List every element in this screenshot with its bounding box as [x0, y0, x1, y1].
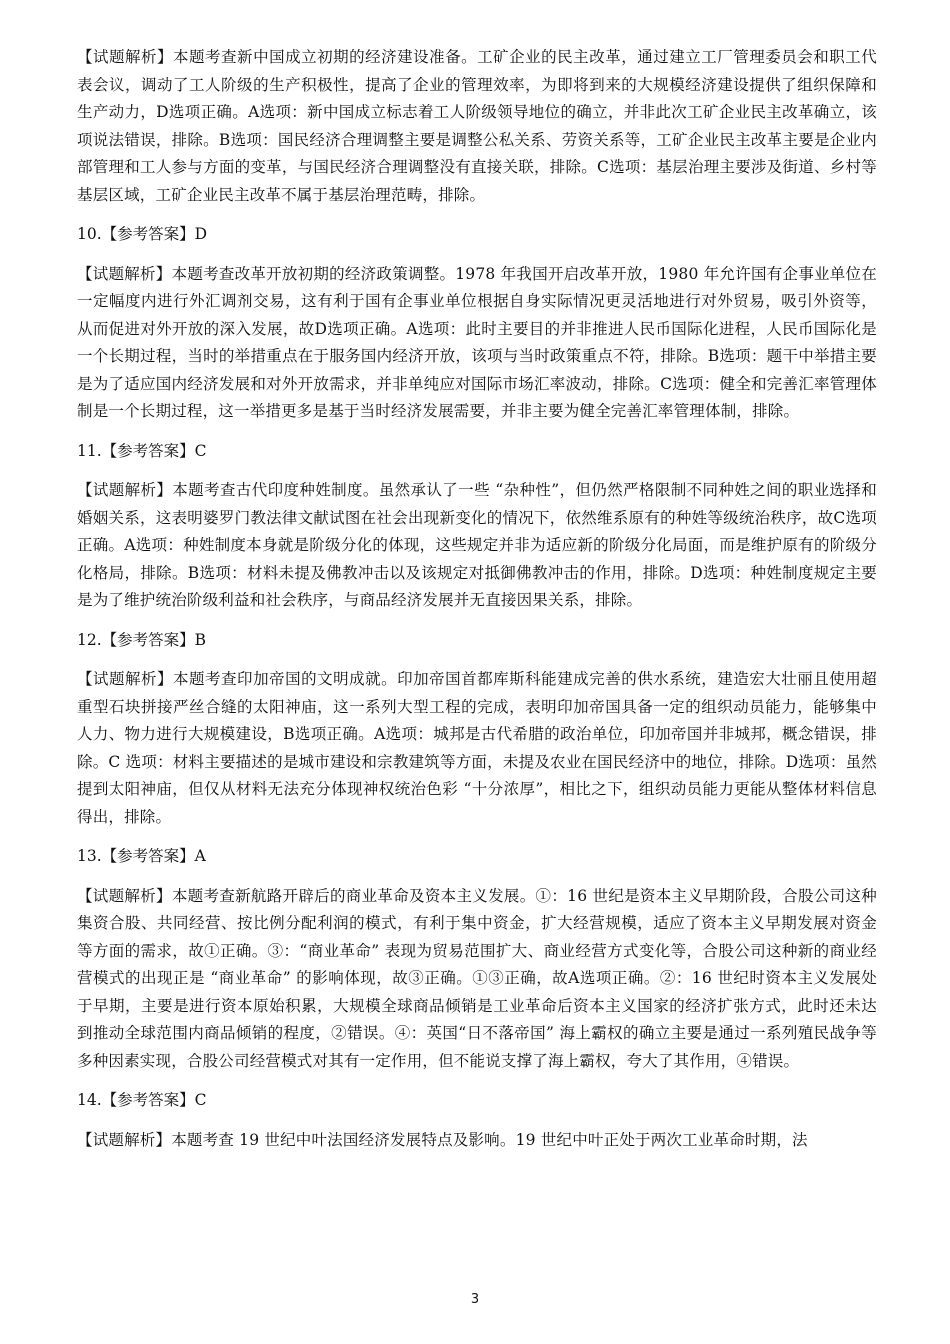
analysis-paragraph-12: 【试题解析】本题考查印加帝国的文明成就。印加帝国首都库斯科能建成完善的供水系统，建造宏大壮丽且使用超重型石块拼接严丝合缝的太阳神庙，这一系列大型工程的完成，表明印加帝国具备一定的组织动员能力，能够集中人力、物力进行大规模建设，B选项正确。A选项：城邦是古代希腊的政治单位，印加帝国并非城邦，概念错误，排除。C 选项：材料主要描述的是城市建设和宗教建筑等方面，未提及农业在国民经济中的地位，排除。D选项：虽然提到太阳神庙，但仅从材料无法充分体现神权统治色彩 “十分浓厚”，相比之下，组织动员能力更能从整体材料信息得出，排除。: [77, 670, 877, 826]
page-number: 3: [470, 1292, 480, 1307]
document-body: [77, 44, 877, 1154]
answer-heading-11: 11.【参考答案】C: [77, 441, 207, 460]
analysis-paragraph-13: 【试题解析】本题考查新航路开辟后的商业革命及资本主义发展。①：16 世纪是资本主义早期阶段，合股公司这种集资合股、共同经营、按比例分配利润的模式，有利于集中资金，扩大经营规模，适应了资本主义早期发展对资金等方面的需求，故①正确。③：“商业革命” 表现为贸易范围扩大、商业经营方式变化等，合股公司这种新的商业经营模式的出现正是 “商业革命” 的影响体现，故③正确。①③正确，故A选项正确。②：16 世纪时资本主义发展处于早期，主要是进行资本原始积累，大规模全球商品倾销是工业革命后资本主义国家的经济扩张方式，此时还未达到推动全球范围内商品倾销的程度，②错误。④：英国“日不落帝国” 海上霸权的确立主要是通过一系列殖民战争等多种因素实现，合股公司经营模式对其有一定作用，但不能说支撑了海上霸权，夸大了其作用，④错误。: [77, 886, 877, 1070]
analysis-paragraph-10: 【试题解析】本题考查改革开放初期的经济政策调整。1978 年我国开启改革开放，1980 年允许国有企事业单位在一定幅度内进行外汇调剂交易，这有利于国有企事业单位根据自身实际情况更灵活地进行对外贸易，吸引外资等，从而促进对外开放的深入发展，故D选项正确。A选项：此时主要目的并非推进人民币国际化进程，人民币国际化是一个长期过程，当时的举措重点在于服务国内经济开放，该项与当时政策重点不符，排除。B选项：题干中举措主要是为了适应国内经济发展和对外开放需求，并非单纯应对国际市场汇率波动，排除。C选项：健全和完善汇率管理体制是一个长期过程，这一举措更多是基于当时经济发展需要，并非主要为健全完善汇率管理体制，排除。: [77, 264, 877, 420]
answer-heading-10: 10.【参考答案】D: [77, 225, 208, 243]
analysis-paragraph-11: 【试题解析】本题考查古代印度种姓制度。虽然承认了一些 “杂种性”，但仍然严格限制不同种姓之间的职业选择和婚姻关系，这表明婆罗门教法律文献试图在社会出现新变化的情况下，依然维系原有的种姓等级统治秩序，故C选项正确。A选项：种姓制度本身就是阶级分化的体现，这些规定并非为适应新的阶级分化局面，而是维护原有的阶级分化格局，排除。B选项：材料未提及佛教冲击以及该规定对抵御佛教冲击的作用，排除。D选项：种姓制度规定主要是为了维护统治阶级利益和社会秩序，与商品经济发展并无直接因果关系，排除。: [77, 481, 877, 609]
analysis-paragraph-14: 【试题解析】本题考查 19 世纪中叶法国经济发展特点及影响。19 世纪中叶正处于两次工业革命时期，法: [77, 1130, 808, 1149]
answer-heading-13: 13.【参考答案】A: [77, 847, 206, 865]
analysis-paragraph-9: 【试题解析】本题考查新中国成立初期的经济建设准备。工矿企业的民主改革，通过建立工厂管理委员会和职工代表会议，调动了工人阶级的生产积极性，提高了企业的管理效率，为即将到来的大规模经济建设提供了组织保障和生产动力，D选项正确。A选项：新中国成立标志着工人阶级领导地位的确立，并非此次工矿企业民主改革确立，该项说法错误，排除。B选项：国民经济合理调整主要是调整公私关系、劳资关系等，工矿企业民主改革主要是企业内部管理和工人参与方面的变革，与国民经济合理调整没有直接关联，排除。C选项：基层治理主要涉及街道、乡村等基层区域，工矿企业民主改革不属于基层治理范畴，排除。: [77, 48, 877, 204]
answer-heading-14: 14.【参考答案】C: [77, 1091, 207, 1109]
answer-heading-12: 12.【参考答案】B: [77, 630, 207, 649]
